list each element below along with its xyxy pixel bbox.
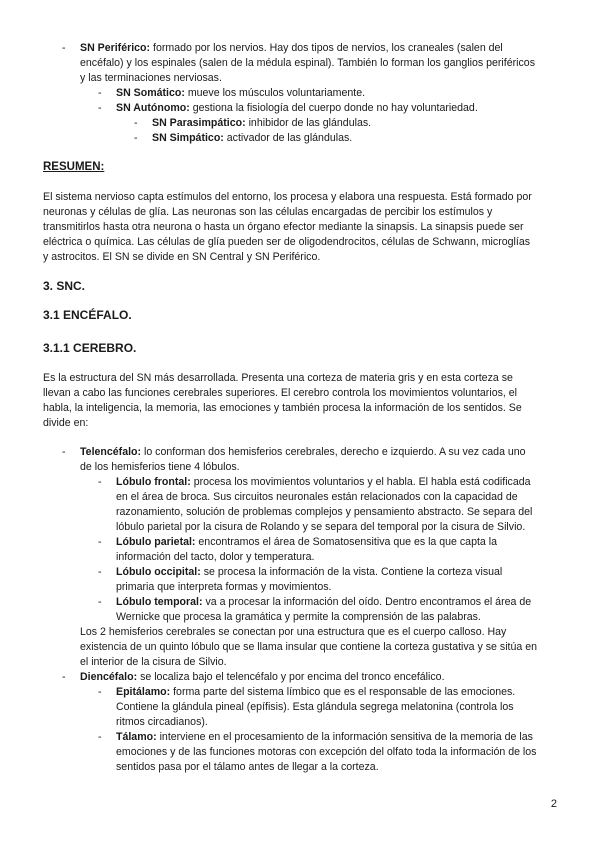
paragraph-line: existencia de un quinto lóbulo que se llama insular que contiene la corteza gustativa y se sitúa en [80,641,537,653]
paragraph-line: El sistema nervioso capta estímulos del entorno, los procesa y elabora una respuesta. Está formado por [43,191,532,203]
paragraph-line: de los hemisferios tiene 4 lóbulos. [80,461,240,473]
term-label: SN Somático: [116,87,185,99]
paragraph-line: ritmos circadianos). [116,716,208,728]
section-heading-encefalo: 3.1 ENCÉFALO. [43,308,132,322]
term-label: SN Simpático: [152,132,224,144]
paragraph-line: transmitirlos hasta otra neurona o hasta un órgano efector mediante la sinapsis. La sinapsis puede ser [43,221,524,233]
paragraph-line: Los 2 hemisferios cerebrales se conectan por una estructura que es el cuerpo calloso. Hay [80,626,507,638]
list-item-sn-somatico [116,86,365,101]
paragraph-line: primaria que interpreta formas y movimientos. [116,581,332,593]
section-heading-snc: 3. SNC. [43,279,86,293]
list-item-sn-simpatico [152,131,352,146]
list-bullet: - [98,596,102,608]
term-label: SN Periférico: [80,42,151,54]
list-item-lobulo-frontal [116,475,531,490]
paragraph-line: eléctrica o química. Las células de glía pueden ser de oligodendrocitos, células de Schwann, microglías [43,236,531,248]
list-item-sn-periferico [80,41,503,56]
paragraph-line: neuronas y células de glía. Las neuronas son las células encargadas de percibir los estímulos y [43,206,493,218]
paragraph-line: interviene en el procesamiento de la información sensitiva de la memoria de las [159,731,533,743]
paragraph-line: información del tacto, dolor y temperatura. [116,551,315,563]
list-item-talamo [116,730,533,745]
list-item-lobulo-parietal [116,535,497,550]
resumen-heading: RESUMEN: [43,161,105,173]
list-bullet: - [62,671,66,683]
list-bullet: - [134,132,138,144]
paragraph-line: lo conforman dos hemisferios cerebrales, derecho e izquierdo. A su vez cada uno [143,446,526,458]
paragraph-line: en el área de broca. Sus circuitos neuronales están relacionados con la capacidad de [116,491,518,503]
paragraph-line: habla, la inteligencia, la memoria, las emociones y también procesa la información de los sentidos. Se [43,402,522,414]
list-item-sn-autonomo [116,101,478,116]
paragraph-line: encéfalo) y los espinales (salen de la médula espinal). También lo forman los ganglios periféricos [80,57,535,69]
paragraph-line: emociones y de las funciones motoras con excepción del olfato toda la información de los [116,746,537,758]
term-label: Lóbulo occipital: [116,566,201,578]
paragraph-line: lóbulo parietal por la cisura de Rolando y se separa del temporal por la cisura de Silvio. [116,521,526,533]
paragraph-line: Es la estructura del SN más desarrollada. Presenta una corteza de materia gris y en esta corteza se [43,372,513,384]
paragraph-line: formado por los nervios. Hay dos tipos de nervios, los craneales (salen del [153,42,503,54]
paragraph-line: se procesa la información de la vista. Contiene la corteza visual [203,566,503,578]
paragraph-line: forma parte del sistema límbico que es el responsable de las emociones. [173,686,516,698]
paragraph-line: y las terminaciones nerviosas. [80,72,222,84]
list-item-lobulo-temporal [116,595,531,610]
paragraph-line: Wernicke que procesa la gramática y permite la comprensión de las palabras. [116,611,481,623]
term-label: SN Parasimpático: [152,117,246,129]
term-label: Telencéfalo: [80,446,142,458]
term-label: Epitálamo: [116,686,171,698]
list-bullet: - [98,476,102,488]
paragraph-line: el interior de la cisura de Silvio. [80,656,227,668]
term-label: Lóbulo parietal: [116,536,196,548]
list-item-epitalamo [116,685,515,700]
list-bullet: - [98,102,102,114]
term-label: Tálamo: [116,731,157,743]
list-bullet: - [98,536,102,548]
paragraph-line: procesa los movimientos voluntarios y el habla. El habla está codificada [193,476,531,488]
paragraph-line: divide en: [43,417,89,429]
list-item-telencefalo [80,445,526,460]
term-label: Diencéfalo: [80,671,138,683]
paragraph-line: sentidos pasa por el tálamo antes de llegar a la corteza. [116,761,379,773]
list-bullet: - [98,566,102,578]
list-bullet: - [62,42,66,54]
list-item-diencefalo [80,670,445,685]
paragraph-line: se localiza bajo el telencéfalo y por encima del tronco encefálico. [140,671,445,683]
paragraph-line: llevan a cabo las funciones cerebrales superiores. El cerebro controla los movimientos voluntarios, el [43,387,518,399]
paragraph-line: mueve los músculos voluntariamente. [187,87,366,99]
list-bullet: - [62,446,66,458]
paragraph-line: encontramos el área de Somatosensitiva que es la que capta la [198,536,497,548]
list-item-sn-parasimpatico [152,116,371,131]
list-bullet: - [98,731,102,743]
paragraph-line: activador de las glándulas. [226,132,353,144]
list-bullet: - [98,686,102,698]
list-item-lobulo-occipital [116,565,502,580]
paragraph-line: Contiene la glándula pineal (epífisis). Esta glándula segrega melatonina (controla los [116,701,514,713]
section-heading-cerebro: 3.1.1 CEREBRO. [43,341,137,355]
list-bullet: - [134,117,138,129]
term-label: Lóbulo temporal: [116,596,203,608]
paragraph-line: y astrocitos. El SN se divide en SN Central y SN Periférico. [43,251,321,263]
term-label: SN Autónomo: [116,102,190,114]
list-bullet: - [98,87,102,99]
paragraph-line: razonamiento, solución de problemas complejos y pensamiento abstracto. Se separa del [116,506,533,518]
paragraph-line: inhibidor de las glándulas. [248,117,372,129]
paragraph-line: va a procesar la información del oído. Dentro encontramos el área de [205,596,532,608]
page-number: 2 [550,798,557,810]
term-label: Lóbulo frontal: [116,476,191,488]
paragraph-line: gestiona la fisiología del cuerpo donde no hay voluntariedad. [192,102,478,114]
